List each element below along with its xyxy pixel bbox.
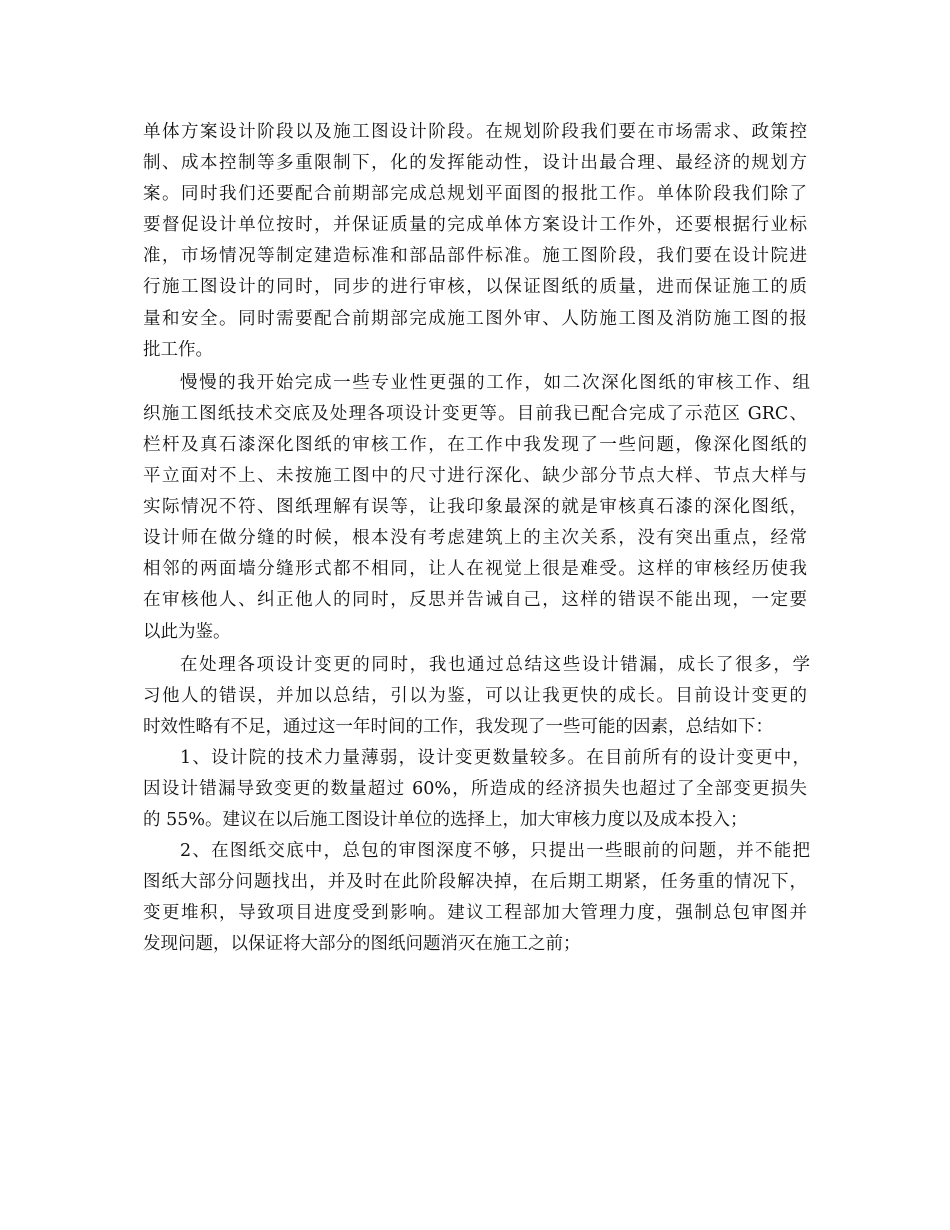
paragraph-line: 习他人的错误，并加以总结，引以为鉴，可以让我更快的成长。目前设计变更的 bbox=[143, 685, 807, 706]
paragraph-line: 相邻的两面墙分缝形式都不相同，让人在视觉上很是难受。这样的审核经历使我 bbox=[143, 559, 807, 580]
paragraph-line: 图纸大部分问题找出，并及时在此阶段解决掉，在后期工期紧，任务重的情况下， bbox=[143, 872, 807, 893]
paragraph-line: 制、成本控制等多重限制下，化的发挥能动性，设计出最合理、最经济的规划方 bbox=[143, 153, 807, 174]
paragraph-line: 栏杆及真石漆深化图纸的审核工作，在工作中我发现了一些问题，像深化图纸的 bbox=[143, 434, 807, 455]
paragraph-line: 在处理各项设计变更的同时，我也通过总结这些设计错漏，成长了很多，学 bbox=[180, 654, 807, 675]
paragraph-line: 发现问题，以保证将大部分的图纸问题消灭在施工之前； bbox=[143, 934, 581, 955]
paragraph-line: 案。同时我们还要配合前期部完成总规划平面图的报批工作。单体阶段我们除了 bbox=[143, 184, 807, 205]
paragraph-5 bbox=[143, 836, 807, 960]
paragraph-2 bbox=[143, 368, 807, 648]
paragraph-3 bbox=[143, 650, 807, 743]
paragraph-line: 准，市场情况等制定建造标准和部品部件标准。施工图阶段，我们要在设计院进 bbox=[143, 246, 807, 267]
paragraph-line: 的 55%。建议在以后施工图设计单位的选择上，加大审核力度以及成本投入； bbox=[143, 810, 748, 831]
paragraph-line: 变更堆积，导致项目进度受到影响。建议工程部加大管理力度，强制总包审图并 bbox=[143, 903, 807, 924]
paragraph-line: 实际情况不符、图纸理解有误等，让我印象最深的就是审核真石漆的深化图纸， bbox=[143, 497, 807, 518]
paragraph-line: 以此为鉴。 bbox=[143, 621, 231, 642]
paragraph-line: 批工作。 bbox=[143, 339, 213, 360]
paragraph-line: 在审核他人、纠正他人的同时，反思并告诫自己，这样的错误不能出现，一定要 bbox=[143, 590, 807, 611]
paragraph-line: 1、设计院的技术力量薄弱，设计变更数量较多。在目前所有的设计变更中， bbox=[180, 747, 807, 768]
paragraph-line: 2、在图纸交底中，总包的审图深度不够，只提出一些眼前的问题，并不能把 bbox=[180, 841, 807, 862]
paragraph-line: 时效性略有不足，通过这一年时间的工作，我发现了一些可能的因素，总结如下： bbox=[143, 716, 773, 737]
paragraph-line: 因设计错漏导致变更的数量超过 60%，所造成的经济损失也超过了全部变更损失 bbox=[143, 778, 807, 799]
paragraph-1 bbox=[143, 117, 807, 366]
paragraph-line: 慢慢的我开始完成一些专业性更强的工作，如二次深化图纸的审核工作、组 bbox=[180, 372, 807, 393]
paragraph-line: 量和安全。同时需要配合前期部完成施工图外审、人防施工图及消防施工图的报 bbox=[143, 308, 807, 329]
paragraph-line: 单体方案设计阶段以及施工图设计阶段。在规划阶段我们要在市场需求、政策控 bbox=[143, 122, 807, 142]
paragraph-line: 织施工图纸技术交底及处理各项设计变更等。目前我已配合完成了示范区 GRC、 bbox=[143, 403, 807, 424]
paragraph-line: 行施工图设计的同时，同步的进行审核，以保证图纸的质量，进而保证施工的质 bbox=[143, 277, 807, 298]
paragraph-line: 要督促设计单位按时，并保证质量的完成单体方案设计工作外，还要根据行业标 bbox=[143, 215, 807, 236]
paragraph-4 bbox=[143, 743, 807, 836]
paragraph-line: 设计师在做分缝的时候，根本没有考虑建筑上的主次关系，没有突出重点，经常 bbox=[143, 528, 807, 549]
paragraph-line: 平立面对不上、未按施工图中的尺寸进行深化、缺少部分节点大样、节点大样与 bbox=[143, 466, 807, 487]
document-body bbox=[143, 117, 807, 961]
